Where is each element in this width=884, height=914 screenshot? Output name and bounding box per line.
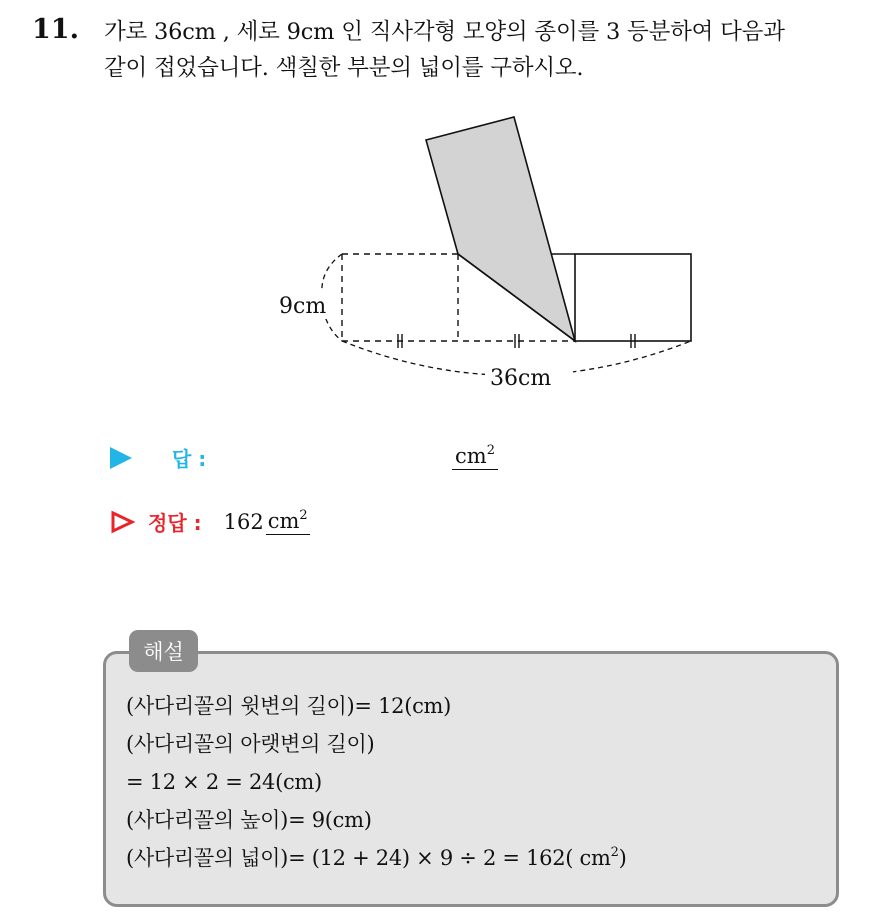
question-text-line2: 같이 접었습니다. 색칠한 부분의 넓이를 구하시오. [104,55,584,81]
width-label: 36cm [490,366,552,391]
answer-label: 답 : [172,447,207,471]
explanation-lines [126,687,627,877]
question-text-line1: 가로 36cm , 세로 9cm 인 직사각형 모양의 종이를 3 등분하여 다음과 [104,19,785,45]
answer-row [110,443,206,472]
answer-unit[interactable]: $cm^2$ [452,443,498,470]
correct-answer-unit: $cm^2$ [267,508,308,533]
play-outline-icon [110,510,136,534]
question-number: 11. [32,14,79,45]
question-text [104,14,874,86]
correct-answer-value: 162 [223,509,264,534]
solid-right-rectangle [552,254,691,341]
explanation-line: (사다리꼴의 높이)= 9(cm) [126,808,372,832]
explanation-line: (사다리꼴의 아랫변의 길이) [126,732,375,756]
explanation-line: (사다리꼴의 윗변의 길이)= 12(cm) [126,694,452,718]
explanation-line: (사다리꼴의 넓이)= (12 + 24) × 9 ÷ 2 = 162( $cm^2$) [126,845,627,870]
height-label: 9cm [279,294,327,319]
play-icon [110,447,132,469]
correct-answer-row [110,507,310,536]
explanation-line: = 12 × 2 = 24(cm) [126,770,322,794]
correct-answer-label: 정답 : [148,511,202,535]
explanation-tab: 해설 [129,630,198,672]
folded-paper-figure [270,105,710,395]
shaded-trapezoid [426,117,575,341]
